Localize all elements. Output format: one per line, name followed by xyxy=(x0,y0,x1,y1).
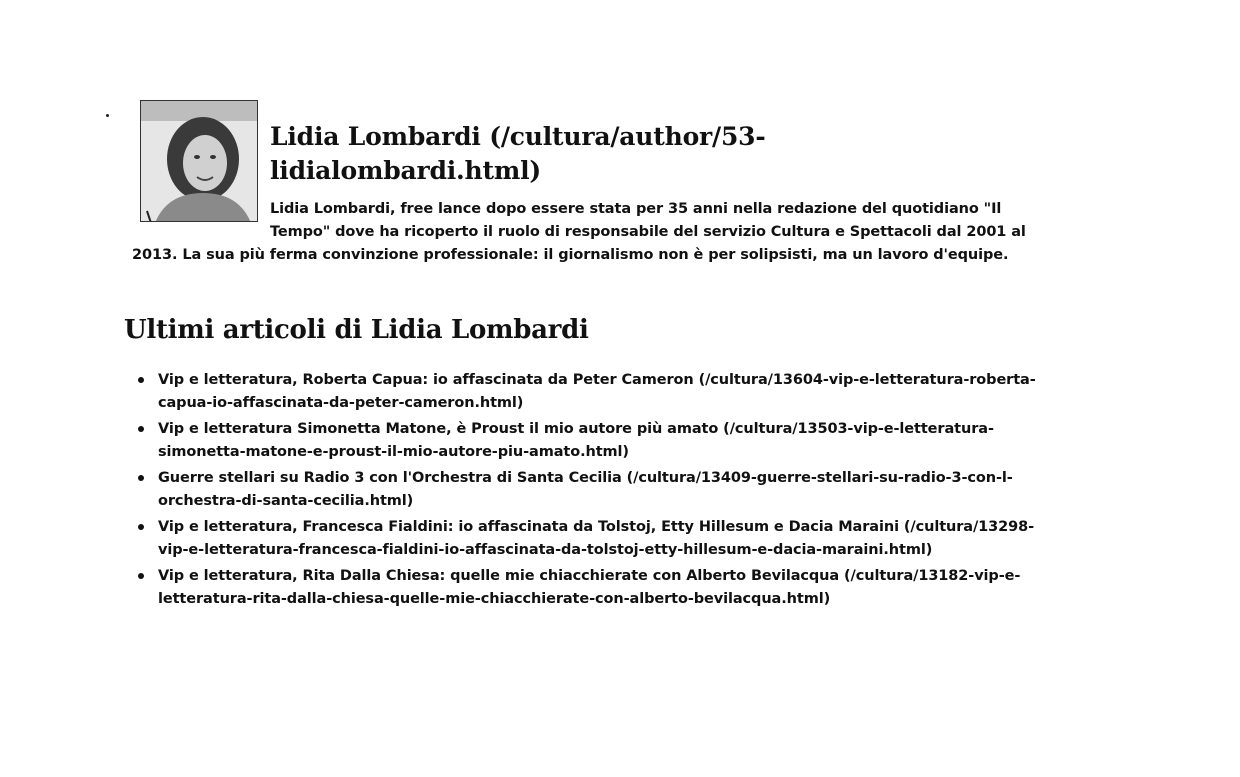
article-link[interactable]: Vip e letteratura, Roberta Capua: io affascinata da Peter Cameron (/cultura/13604-vip-e-letteratura-roberta-capua-io-affascinata-da-peter-cameron.html) xyxy=(158,372,1036,411)
latest-articles-heading: Ultimi articoli di Lidia Lombardi xyxy=(124,315,589,345)
article-link[interactable]: Vip e letteratura, Francesca Fialdini: io affascinata da Tolstoj, Etty Hillesum e Dacia Maraini (/cultura/13298-vip-e-letteratura-francesca-fialdini-io-affascinata-da-tolstoj-etty-hillesum-e-dacia-maraini.html) xyxy=(158,519,1035,558)
author-name-link[interactable]: Lidia Lombardi (/cultura/author/53-lidialombardi.html) xyxy=(270,122,766,185)
author-portrait-icon xyxy=(141,101,258,222)
article-list xyxy=(136,369,1036,614)
article-link[interactable]: Vip e letteratura Simonetta Matone, è Proust il mio autore più amato (/cultura/13503-vip-e-letteratura-simonetta-matone-e-proust-il-mio-autore-piu-amato.html) xyxy=(158,421,994,460)
bullet-icon xyxy=(138,573,144,579)
article-item[interactable] xyxy=(136,369,1036,414)
article-item[interactable] xyxy=(136,467,1036,512)
author-photo xyxy=(140,100,258,222)
bullet-icon xyxy=(138,426,144,432)
article-link[interactable]: Guerre stellari su Radio 3 con l'Orchestra di Santa Cecilia (/cultura/13409-guerre-stellari-su-radio-3-con-l-orchestra-di-santa-cecilia.html) xyxy=(158,470,1013,509)
article-link[interactable]: Vip e letteratura, Rita Dalla Chiesa: quelle mie chiacchierate con Alberto Bevilacqua (/cultura/13182-vip-e-letteratura-rita-dalla-chiesa-quelle-mie-chiacchierate-con-alberto-bevilacqua.html) xyxy=(158,568,1021,607)
article-item[interactable] xyxy=(136,565,1036,610)
bullet-icon xyxy=(138,524,144,530)
scan-speck xyxy=(106,114,109,117)
bullet-icon xyxy=(138,377,144,383)
author-block xyxy=(132,100,1032,267)
author-bio: Lidia Lombardi, free lance dopo essere stata per 35 anni nella redazione del quotidiano "Il Tempo" dove ha ricoperto il ruolo di responsabile del servizio Cultura e Spettacoli dal 2001 al 2013. La sua più ferma convinzione professionale: il giornalismo non è per solipsisti, ma un lavoro d'equipe. xyxy=(132,201,1026,263)
bullet-icon xyxy=(138,475,144,481)
article-item[interactable] xyxy=(136,418,1036,463)
article-item[interactable] xyxy=(136,516,1036,561)
